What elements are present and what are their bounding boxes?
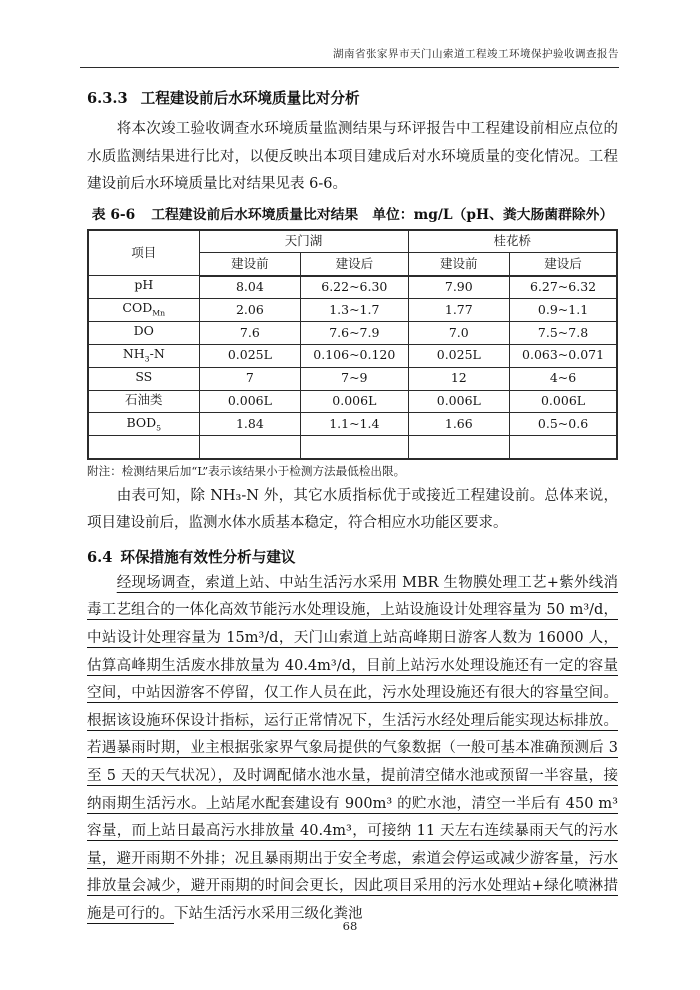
value-cell: 8.04: [199, 276, 301, 299]
value-cell: 0.025L: [199, 344, 301, 367]
running-title: 湖南省张家界市天门山索道工程竣工环境保护验收调查报告: [333, 48, 619, 60]
value-cell: 4~6: [510, 367, 617, 390]
value-cell: 1.1~1.4: [301, 413, 408, 436]
value-cell: 0.025L: [408, 344, 510, 367]
col-header-param: 项目: [88, 230, 199, 276]
value-cell: 12: [408, 367, 510, 390]
param-cell: [88, 367, 199, 390]
underlined-text: 经现场调查，索道上站、中站生活污水采用 MBR 生物膜处理工艺+紫外线消毒工艺组合的一体化高效节能污水处理设施，上站设施设计处理容量为 50 m³/d，中站设计处理容量为 15m³/d，天门山索道上站高峰期日游客人数为 16000 人，估算高峰期生活废水排放量为 40.4m³/d，目前上站污水处理设施还有一定的容量空间，中站因游客不停留，仅工作人员在此，污水处理设施还有很大的容量空间。根据该设施环保设计指标，运行正常情况下，生活污水经处理后能实现达标排放。若遇暴雨时期，业主根据张家界气象局提供的气象数据（一般可基本准确预测后 3 至 5 天的天气状况），及时调配储水池水量，提前清空储水池或预留一半容量，接纳雨期生活污水。上站尾水配套建设有 900m³ 的贮水池，清空一半后有 450 m³ 容量，而上站日最高污水排放量 40.4m³，可接纳 11 天左右连续暴雨天气的污水量，避开雨期不外排；况且暴雨期出于安全考虑，索道会停运或减少游客量，污水排放量会减少，避开雨期的时间会更长，因此项目采用的污水处理站+绿化喷淋措施是可行的。: [87, 574, 618, 922]
value-cell: 0.063~0.071: [510, 344, 617, 367]
value-cell: 1.77: [408, 298, 510, 321]
value-cell: 7.0: [408, 321, 510, 344]
value-cell: 0.9~1.1: [510, 298, 617, 321]
section-6-3-3-heading: [87, 89, 618, 108]
value-cell: 0.006L: [199, 390, 301, 413]
value-cell: [408, 436, 510, 459]
value-cell: [510, 436, 617, 459]
conclusion-paragraph: 由表可知，除 NH₃-N 外，其它水质指标优于或接近工程建设前。总体来说，项目建设前后，监测水体水质基本稳定，符合相应水功能区要求。: [87, 487, 618, 532]
param-base: BOD: [126, 414, 157, 430]
table-row-ph: [88, 276, 617, 299]
section-6-4-heading: [87, 548, 618, 567]
value-cell: 0.006L: [408, 390, 510, 413]
col-header-guihua-bridge: 桂花桥: [408, 230, 617, 253]
table-header-row-sites: [88, 230, 617, 253]
col-header-after-1: 建设后: [301, 253, 408, 276]
param-base: pH: [134, 277, 154, 293]
table-caption: [87, 203, 618, 223]
value-cell: 0.5~0.6: [510, 413, 617, 436]
value-cell: 6.22~6.30: [301, 276, 408, 299]
intro-paragraph: 将本次竣工验收调查水环境质量监测结果与环评报告中工程建设前相应点位的水质监测结果进行比对，以便反映出本项目建成后对水环境质量的变化情况。工程建设前后水环境质量比对结果见表 6-6。: [87, 121, 618, 193]
value-cell: 0.106~0.120: [301, 344, 408, 367]
section-title: 工程建设前后水环境质量比对分析: [140, 90, 360, 107]
param-cell: [88, 413, 199, 436]
param-base: SS: [135, 368, 153, 384]
value-cell: 7.6: [199, 321, 301, 344]
table-row-codmn: [88, 298, 617, 321]
section-number: 6.4: [87, 548, 113, 566]
col-header-before-2: 建设前: [408, 253, 510, 276]
table-row-bod5: [88, 413, 617, 436]
water-quality-table: [87, 229, 618, 460]
section-number: 6.3.3: [87, 90, 128, 107]
table-row-petroleum: [88, 390, 617, 413]
value-cell: 2.06: [199, 298, 301, 321]
section-title: 环保措施有效性分析与建议: [120, 548, 296, 566]
col-header-after-2: 建设后: [510, 253, 617, 276]
param-base: DO: [133, 323, 154, 339]
table-caption-title: 工程建设前后水环境质量比对结果: [151, 206, 359, 223]
trailing-text: 下站生活污水采用三级化粪池: [174, 906, 363, 922]
param-cell: [88, 298, 199, 321]
page-header: [80, 46, 619, 68]
value-cell: [199, 436, 301, 459]
param-cell: [88, 390, 199, 413]
value-cell: 7.5~7.8: [510, 321, 617, 344]
table-note: 附注：检测结果后加“L”表示该结果小于检测方法最低检出限。: [87, 463, 406, 478]
param-base: COD: [122, 300, 153, 316]
param-cell: [88, 344, 199, 367]
measures-paragraph: [87, 570, 618, 929]
value-cell: 7.6~7.9: [301, 321, 408, 344]
value-cell: 7~9: [301, 367, 408, 390]
value-cell: [301, 436, 408, 459]
param-base: NH: [122, 346, 145, 362]
value-cell: 0.006L: [301, 390, 408, 413]
value-cell: 1.66: [408, 413, 510, 436]
value-cell: 7: [199, 367, 301, 390]
page-number: 68: [342, 919, 358, 933]
table-caption-unit: 单位：mg/L（pH、粪大肠菌群除外）: [372, 206, 614, 223]
table-row-empty: [88, 436, 617, 459]
param-suffix: -N: [149, 346, 165, 362]
param-cell: [88, 276, 199, 299]
table-row-nh3n: [88, 344, 617, 367]
param-base: 石油类: [125, 391, 163, 407]
param-cell: [88, 436, 199, 459]
param-sub: Mn: [152, 308, 166, 318]
param-cell: [88, 321, 199, 344]
value-cell: 1.84: [199, 413, 301, 436]
col-header-tianmen-lake: 天门湖: [199, 230, 408, 253]
value-cell: 7.90: [408, 276, 510, 299]
table-caption-label: 表 6-6: [91, 206, 136, 223]
table-row-do: [88, 321, 617, 344]
table-row-ss: [88, 367, 617, 390]
param-sub: 5: [156, 423, 162, 433]
param-sub: 3: [144, 354, 150, 364]
col-header-before-1: 建设前: [199, 253, 301, 276]
value-cell: 1.3~1.7: [301, 298, 408, 321]
value-cell: 0.006L: [510, 390, 617, 413]
value-cell: 6.27~6.32: [510, 276, 617, 299]
